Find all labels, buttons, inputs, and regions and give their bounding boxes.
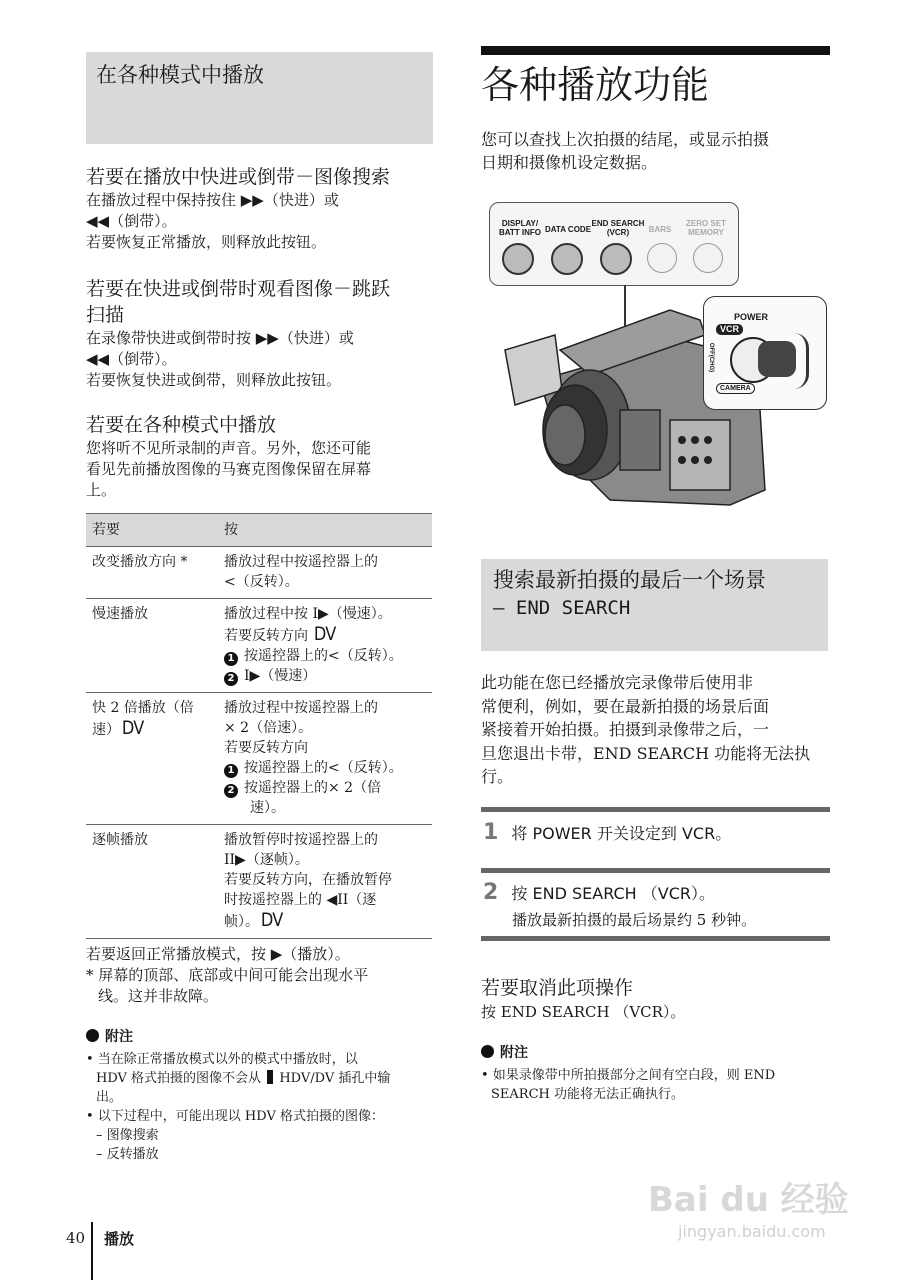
note-line: • 当在除正常播放模式以外的模式中播放时，以 — [86, 1052, 358, 1067]
intro-line: 日期和摄像机设定数据。 — [481, 153, 658, 172]
table-cell-text: 慢速播放 — [92, 606, 148, 622]
step-two-icon: 2 — [224, 784, 238, 798]
step-rule — [481, 807, 830, 812]
section-line: 若要恢复快进或倒带，则释放此按钮。 — [86, 371, 342, 389]
end-search-description — [481, 671, 833, 789]
button-label: BATT INFO — [498, 228, 542, 237]
watermark-brand: Bai du 经验 — [648, 1180, 849, 1220]
intro-line: 您可以查找上次拍摄的结尾，或显示拍摄 — [481, 130, 770, 149]
table-header-row — [86, 514, 432, 547]
power-switch-callout — [703, 296, 827, 410]
bars-button[interactable] — [647, 243, 677, 273]
note-line: • 以下过程中，可能出现以 HDV 格式拍摄的图像： — [86, 1109, 384, 1124]
zero-set-memory-button[interactable] — [693, 243, 723, 273]
cancel-text: 按 END SEARCH （VCR）。 — [481, 1003, 686, 1021]
note-icon — [86, 1029, 99, 1042]
table-cell-text: 若要反转方向 — [224, 628, 308, 644]
desc-line: 紧接着开始拍摄。拍摄到录像带之后，一 — [481, 720, 770, 739]
table-cell-text: 改变播放方向 * — [92, 554, 188, 570]
section-line: 您将听不见所录制的声音。另外，您还可能 — [86, 439, 372, 457]
button-label: BARS — [648, 225, 672, 234]
playback-table-wrap — [86, 513, 432, 939]
note-line: SEARCH 功能将无法正确执行。 — [491, 1087, 684, 1102]
button-label: (VCR) — [606, 228, 630, 237]
section-heading: 若要在各种模式中播放 — [86, 414, 277, 436]
section-heading: 扫描 — [86, 304, 125, 326]
table-cell-text: II▶（逐帧）。 — [224, 852, 309, 868]
section-line: ◀◀（倒带）。 — [86, 350, 177, 368]
step-text: 将 POWER 开关设定到 VCR。 — [511, 824, 732, 843]
title-rule — [481, 46, 830, 55]
left-box-title: 在各种模式中播放 — [96, 63, 264, 87]
step-text: 按 END SEARCH （VCR）。 — [511, 884, 716, 903]
table-cell-text: I▶（慢速） — [244, 668, 317, 684]
section-skip-scan — [86, 276, 436, 391]
note-line: • 如果录像带中所拍摄部分之间有空白段，则 END — [481, 1068, 776, 1083]
section-line: 在播放过程中保持按住 ▶▶（快进）或 — [86, 191, 339, 209]
return-normal-text: 若要返回正常播放模式，按 ▶（播放）。 — [86, 945, 350, 963]
table-row — [86, 547, 432, 599]
note-icon — [481, 1045, 494, 1058]
table-row — [86, 693, 432, 825]
desc-line: 行。 — [481, 767, 514, 786]
data-code-button[interactable] — [551, 243, 583, 275]
hdv-jack-icon — [267, 1070, 273, 1084]
table-row — [86, 599, 432, 693]
baidu-watermark — [648, 1150, 888, 1260]
playback-table — [86, 513, 432, 939]
desc-line: 旦您退出卡带，END SEARCH 功能将无法执 — [481, 743, 811, 763]
step-one-icon: 1 — [224, 764, 238, 778]
footer-section: 播放 — [104, 1230, 135, 1248]
page-number: 40 — [66, 1229, 86, 1247]
note-line: HDV 格式拍摄的图像不会从 — [96, 1071, 262, 1086]
table-cell-text: 播放过程中按遥控器上的 — [224, 700, 378, 716]
dv-logo: DV — [121, 717, 144, 739]
step-number: 2 — [483, 880, 499, 905]
footnote-text: 线。这并非故障。 — [98, 987, 219, 1005]
table-cell-text: 按遥控器上的<（反转）。 — [244, 648, 403, 664]
section-line: 若要恢复正常播放，则释放此按钮。 — [86, 233, 327, 251]
section-line: 在录像带快进或倒带时按 ▶▶（快进）或 — [86, 329, 354, 347]
left-note — [86, 1026, 438, 1164]
button-label: DATA CODE — [544, 225, 592, 234]
power-label: POWER — [734, 312, 769, 322]
right-note — [481, 1042, 833, 1104]
table-row — [86, 825, 432, 939]
note-line: – 图像搜索 — [96, 1128, 159, 1143]
step-two-icon: 2 — [224, 672, 238, 686]
button-panel — [489, 202, 739, 286]
footer-divider — [91, 1222, 93, 1280]
table-cell-text: 播放过程中按 I▶（慢速）。 — [224, 606, 392, 622]
display-batt-info-button[interactable] — [502, 243, 534, 275]
table-cell-text: 快 2 倍播放（倍 — [92, 700, 194, 716]
watermark-url: jingyan.baidu.com — [678, 1222, 826, 1241]
power-lever — [758, 341, 796, 377]
page-title: 各种播放功能 — [481, 63, 710, 107]
table-cell-text: 若要反转方向 — [224, 740, 308, 756]
table-cell-text: 按遥控器上的× 2（倍 — [244, 780, 382, 796]
step-2-sub: 播放最新拍摄的最后场景约 5 秒钟。 — [512, 911, 757, 929]
button-label: DISPLAY/ — [501, 219, 539, 228]
table-cell-text: 速） — [92, 722, 120, 738]
dv-logo: DV — [314, 623, 336, 645]
desc-line: 此功能在您已经播放完录像带后使用非 — [481, 673, 754, 692]
cancel-heading: 若要取消此项操作 — [481, 977, 634, 999]
section-line: ◀◀（倒带）。 — [86, 212, 177, 230]
step-1 — [483, 820, 731, 845]
table-header-cell: 按 — [218, 514, 432, 547]
after-table-notes — [86, 944, 436, 1007]
section-line: 看见先前播放图像的马赛克图像保留在屏幕 — [86, 460, 372, 478]
end-search-button[interactable] — [600, 243, 632, 275]
off-chg-label: OFF(CHG) — [708, 342, 715, 373]
note-line: 出。 — [96, 1090, 123, 1105]
vcr-label: VCR — [716, 324, 743, 335]
table-cell-text: 时按遥控器上的 ◀II（逐 — [224, 892, 377, 908]
step-rule — [481, 936, 830, 941]
end-search-box-title: 搜索最新拍摄的最后一个场景 — [493, 568, 766, 592]
table-cell-text: 按遥控器上的<（反转）。 — [244, 760, 403, 776]
table-cell-text: 播放暂停时按遥控器上的 — [224, 832, 378, 848]
table-cell-text: 逐帧播放 — [92, 832, 148, 848]
note-line: HDV/DV 插孔中输 — [279, 1071, 391, 1086]
table-cell-text: × 2（倍速）。 — [224, 720, 313, 736]
section-heading: 若要在播放中快进或倒带－图像搜索 — [86, 166, 391, 188]
dv-logo: DV — [260, 909, 283, 931]
section-line: 上。 — [86, 481, 117, 499]
note-title: 附注 — [500, 1045, 528, 1061]
button-label: MEMORY — [688, 228, 724, 237]
table-cell-text: 播放过程中按遥控器上的 — [224, 554, 378, 570]
table-cell-text: 帧）。 — [224, 914, 259, 930]
step-2 — [483, 880, 715, 905]
section-heading: 若要在快进或倒带时观看图像－跳跃 — [86, 278, 391, 300]
table-cell-text: 速）。 — [250, 800, 285, 816]
note-line: – 反转播放 — [96, 1147, 159, 1162]
end-search-box-subtitle: – END SEARCH — [493, 597, 631, 619]
camera-label: CAMERA — [716, 383, 755, 394]
step-one-icon: 1 — [224, 652, 238, 666]
table-header-cell: 若要 — [86, 514, 218, 547]
footnote-text: * 屏幕的顶部、底部或中间可能会出现水平 — [86, 966, 369, 984]
intro — [481, 128, 831, 174]
left-box-header — [86, 52, 433, 144]
rotation-arrow-icon — [794, 333, 809, 389]
table-cell-text: <（反转）。 — [224, 574, 299, 590]
desc-line: 常便利，例如，要在最新拍摄的场景后面 — [481, 696, 770, 716]
end-search-box — [481, 559, 828, 651]
button-label: ZERO SET — [685, 219, 726, 228]
table-cell-text: 若要反转方向，在播放暂停 — [224, 872, 392, 888]
note-title: 附注 — [105, 1029, 133, 1045]
section-image-search — [86, 164, 436, 253]
button-label: END SEARCH — [591, 219, 645, 228]
section-various-modes — [86, 412, 436, 501]
step-number: 1 — [483, 820, 499, 845]
step-rule — [481, 868, 830, 873]
